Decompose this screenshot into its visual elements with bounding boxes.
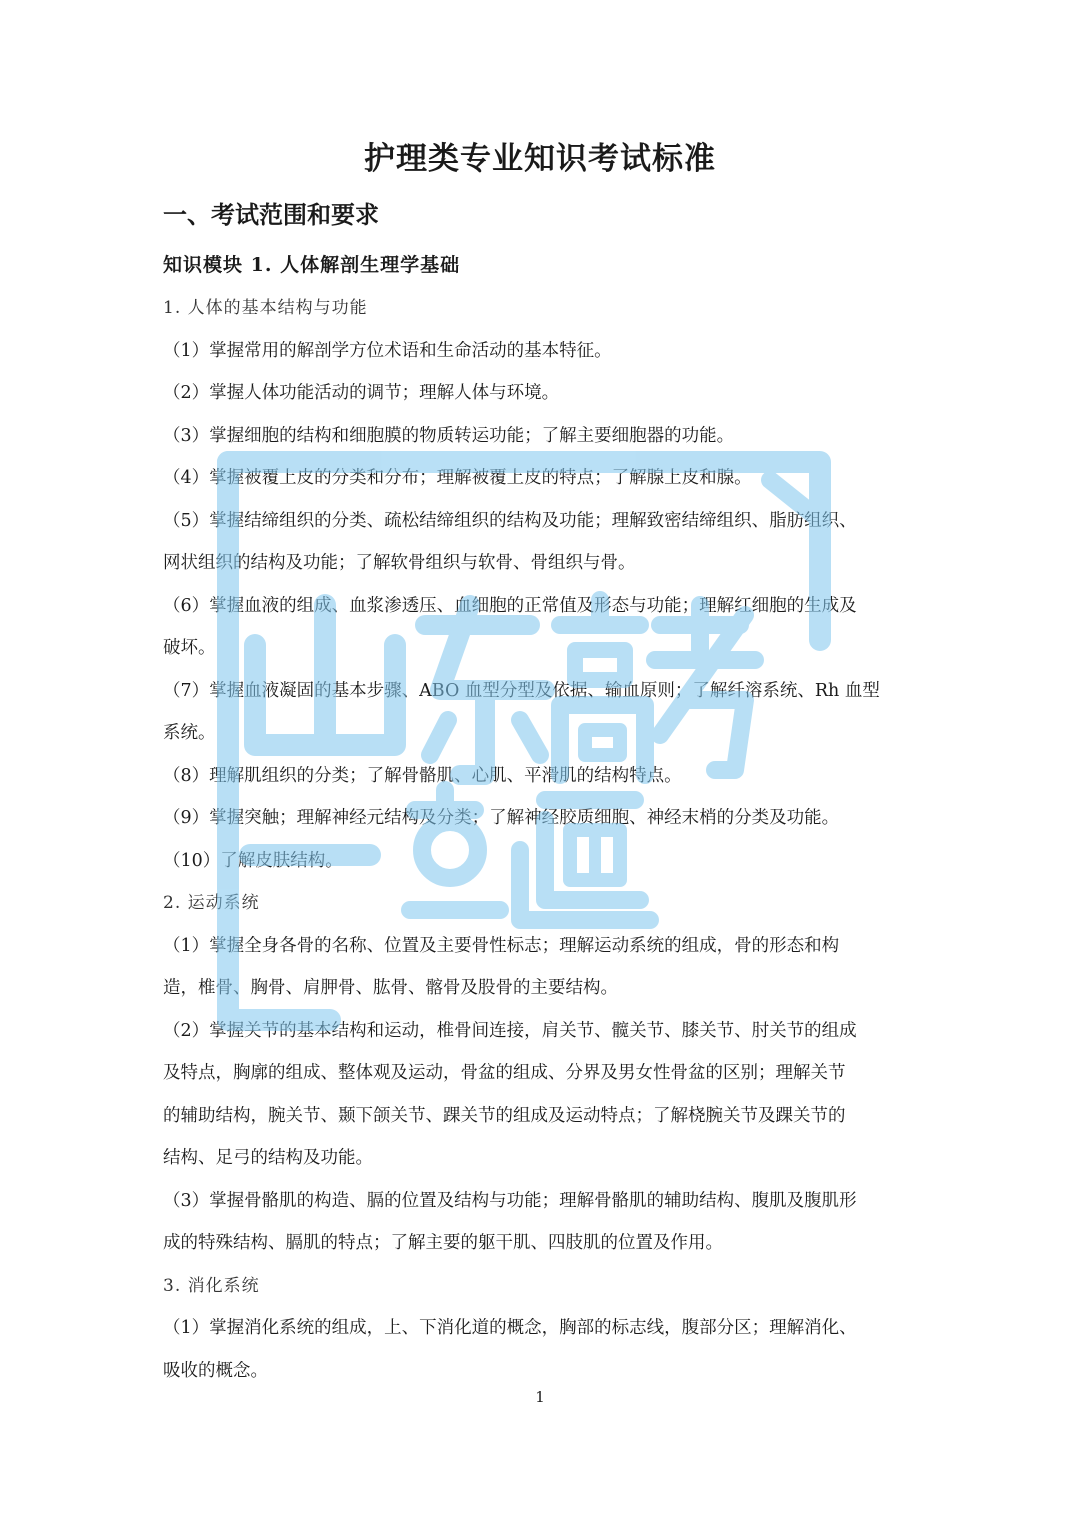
body-line: （3）掌握骨骼肌的构造、膈的位置及结构与功能；理解骨骼肌的辅助结构、腹肌及腹肌形 — [163, 1190, 857, 1211]
document-title: 护理类专业知识考试标准 — [364, 141, 716, 177]
body-line: 的辅助结构，腕关节、颞下颌关节、踝关节的组成及运动特点；了解桡腕关节及踝关节的 — [163, 1105, 846, 1126]
body-line: （9）掌握突触；理解神经元结构及分类；了解神经胶质细胞、神经末梢的分类及功能。 — [163, 808, 840, 828]
body-line: （5）掌握结缔组织的分类、疏松结缔组织的结构及功能；理解致密结缔组织、脂肪组织、 — [163, 510, 857, 531]
subsection-heading: 1. 人体的基本结构与功能 — [163, 298, 368, 318]
body-line: （4）掌握被覆上皮的分类和分布；理解被覆上皮的特点；了解腺上皮和腺。 — [163, 468, 752, 488]
body-line: 破坏。 — [163, 638, 216, 658]
body-line: （3）掌握细胞的结构和细胞膜的物质转运功能；了解主要细胞器的功能。 — [163, 425, 735, 446]
subsection-heading: 2. 运动系统 — [163, 893, 260, 913]
module-heading: 知识模块 1. 人体解剖生理学基础 — [163, 254, 461, 276]
body-line: （8）理解肌组织的分类；了解骨骼肌、心肌、平滑肌的结构特点。 — [163, 765, 682, 786]
body-line: 网状组织的结构及功能；了解软骨组织与软骨、骨组织与骨。 — [163, 553, 636, 573]
section-heading: 一、考试范围和要求 — [163, 201, 379, 229]
body-line: （10）了解皮肤结构。 — [163, 850, 343, 871]
subsection-heading: 3. 消化系统 — [163, 1275, 260, 1296]
body-line: （1）掌握消化系统的组成，上、下消化道的概念，胸部的标志线，腹部分区；理解消化、 — [163, 1318, 857, 1338]
page-number: 1 — [535, 1388, 545, 1406]
body-line: （1）掌握全身各骨的名称、位置及主要骨性标志；理解运动系统的组成，骨的形态和构 — [163, 935, 840, 956]
body-line: 系统。 — [163, 723, 216, 743]
body-line: （1）掌握常用的解剖学方位术语和生命活动的基本特征。 — [163, 340, 612, 361]
body-line: （2）掌握关节的基本结构和运动，椎骨间连接，肩关节、髋关节、膝关节、肘关节的组成 — [163, 1020, 857, 1041]
body-line: （6）掌握血液的组成、血浆渗透压、血细胞的正常值及形态与功能；理解红细胞的生成及 — [163, 595, 857, 616]
body-line: 及特点，胸廓的组成、整体观及运动，骨盆的组成、分界及男女性骨盆的区别；理解关节 — [163, 1063, 846, 1083]
body-line: 成的特殊结构、膈肌的特点；了解主要的躯干肌、四肢肌的位置及作用。 — [163, 1233, 723, 1253]
body-line: 造，椎骨、胸骨、肩胛骨、肱骨、髂骨及股骨的主要结构。 — [163, 978, 618, 998]
body-line: （2）掌握人体功能活动的调节；理解人体与环境。 — [163, 383, 560, 403]
document-body — [163, 287, 923, 1392]
body-line: 吸收的概念。 — [163, 1360, 268, 1381]
body-line: 结构、足弓的结构及功能。 — [163, 1148, 373, 1168]
body-line: （7）掌握血液凝固的基本步骤、ABO 血型分型及依据、输血原则；了解纤溶系统、Rh 血型 — [163, 680, 880, 701]
